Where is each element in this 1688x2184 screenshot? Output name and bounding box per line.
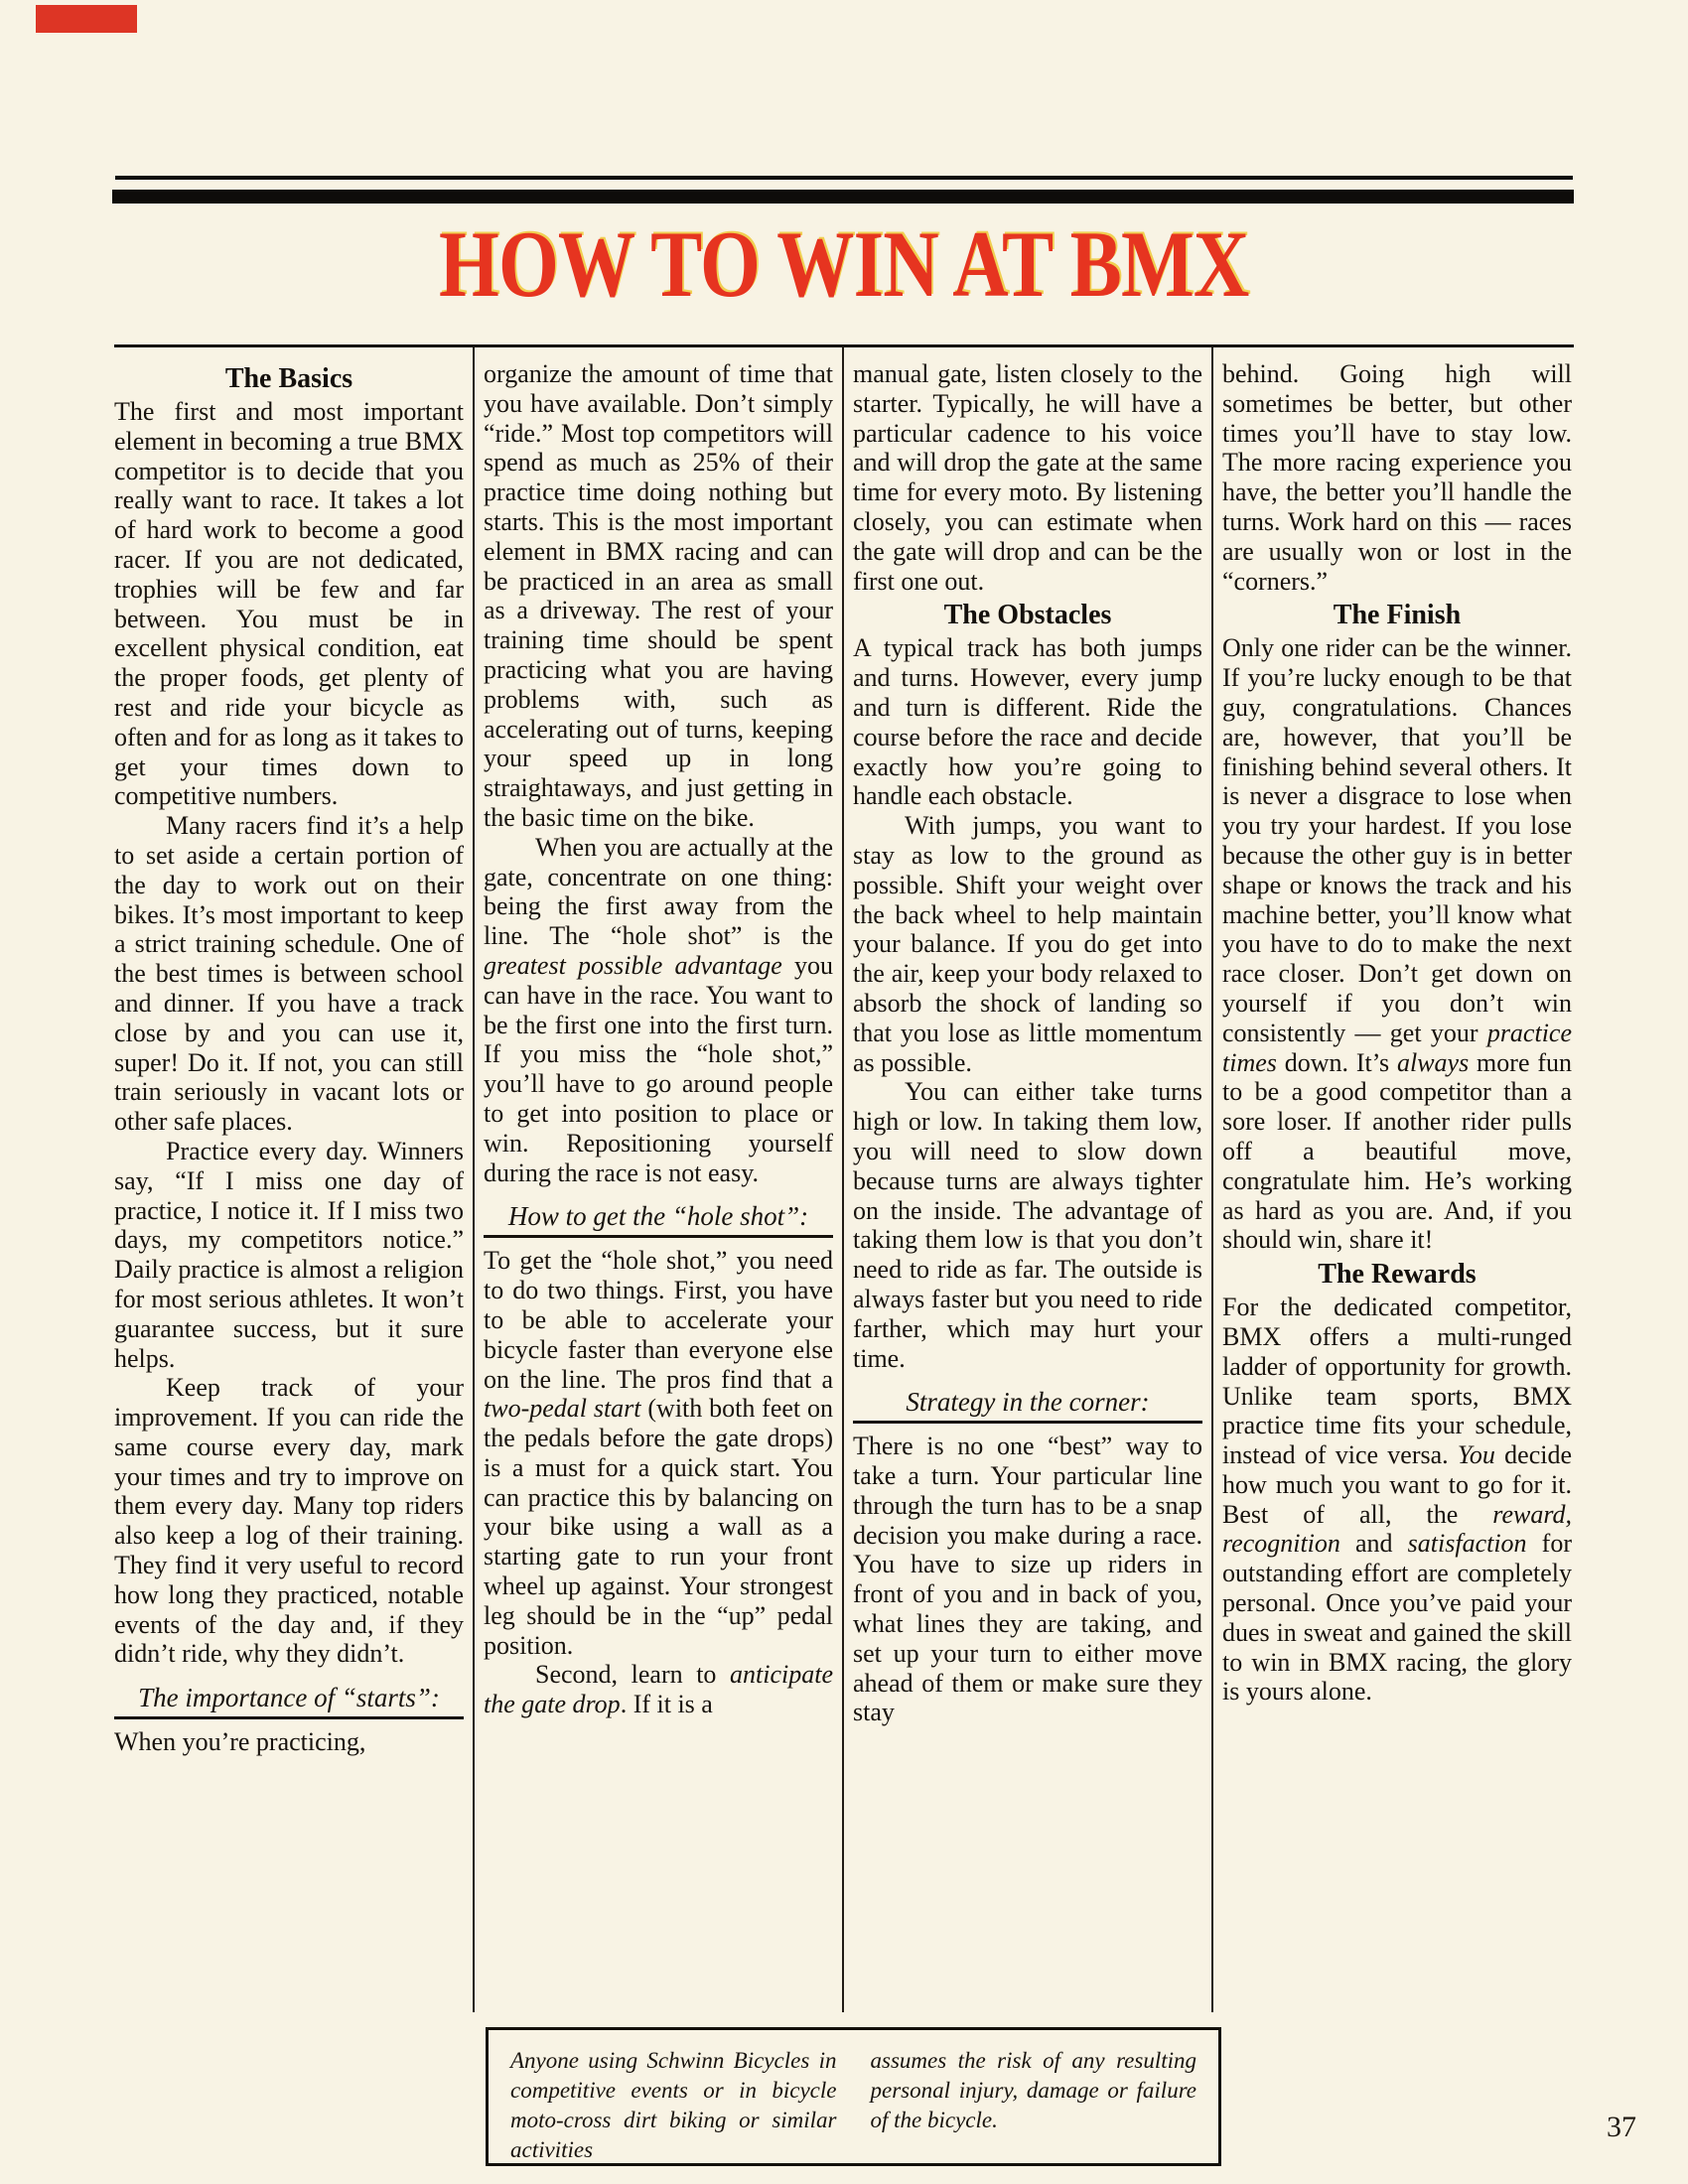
text-run: down. It’s — [1276, 1047, 1397, 1077]
text-run-italic: two-pedal start — [484, 1394, 641, 1424]
article-column-1 — [114, 347, 464, 2012]
paragraph — [1222, 1293, 1572, 1706]
subheading-strategy-in-corner: Strategy in the corner: — [853, 1385, 1202, 1424]
disclaimer-right-column: assumes the risk of any resulting personal injury, damage or failure of the bicycle. — [870, 2048, 1196, 2132]
paragraph: Practice every day. Winners say, “If I miss one day of practice, I notice it. If I miss two days, my competitors notice.” Daily practice is almost a religion for most serious athletes. It won’t guarantee success, but it sure helps. — [114, 1136, 464, 1373]
text-run-italic: reward, recognition — [1222, 1499, 1572, 1559]
text-run: For the dedicated competitor, BMX offers a multi-runged ladder of opportunity for growth. Unlike team sports, BMX practice time fits your schedule, instead of vice versa. — [1222, 1293, 1572, 1470]
section-heading-rewards: The Rewards — [1318, 1259, 1477, 1291]
text-run-italic: satisfaction — [1407, 1529, 1527, 1559]
top-rule-thin — [115, 176, 1573, 180]
paragraph: There is no one “best” way to take a turn. Your particular line through the turn has to be a snap decision you make during a race. You have to size up riders in front of you and in back of you, what lines they are taking, and set up your turn to either move ahead of them or make sure they stay — [853, 1432, 1202, 1727]
text-run: When you are actually at the gate, concentrate on one thing: being the first away from the line. The “hole shot” is the — [484, 832, 833, 951]
section-heading-finish: The Finish — [1333, 600, 1462, 631]
text-run: for outstanding effort are completely personal. Once you’ve paid your dues in sweat and gained the skill to win in BMX racing, the glory is yours alone. — [1222, 1529, 1572, 1706]
liability-disclaimer-box — [486, 2027, 1221, 2166]
text-run: Only one rider can be the winner. If you’re lucky enough to be that guy, congratulations. Chances are, however, that you’ll be finishing behind several others. It is never a disgrace to lose when you try your hardest. If you lose because the other guy is in better shape or knows the track and his machine better, you’ll know what you have to do to make the next race closer. Don’t get down on yourself if you don’t win consistently — get your — [1222, 633, 1572, 1047]
page-title: HOW TO WIN AT BMX — [439, 210, 1249, 317]
text-run: (with both feet on the pedals before the gate drops) is a must for a quick start. You can practice this by balancing on your bike using a wall as a starting gate to run your front wheel up against. Your strongest leg should be in the “up” pedal position. — [484, 1394, 833, 1660]
paragraph: Many racers find it’s a help to set aside a certain portion of the day to work out on their bikes. It’s most important to keep a strict training schedule. One of the best times is between school and dinner. If you have a track close by and you can use it, super! Do it. If not, you can still train seriously in vacant lots or other safe places. — [114, 811, 464, 1137]
text-run: and — [1339, 1529, 1408, 1559]
paragraph: organize the amount of time that you have available. Don’t simply “ride.” Most top competitors will spend as much as 25% of their practice time doing nothing but starts. This is the most important element in BMX racing and can be practiced in an area as small as a driveway. The rest of your training time should be spent practicing what you are having problems with, such as accelerating out of turns, keeping your speed up in long straightaways, and just getting in the basic time on the bike. — [484, 359, 833, 832]
article-column-4 — [1222, 347, 1572, 2012]
disclaimer-left-column: Anyone using Schwinn Bicycles in competitive events or in bicycle moto-cross dirt biking or similar activities — [510, 2048, 837, 2162]
page-number: 37 — [1607, 2111, 1636, 2143]
top-rule-thick — [112, 190, 1574, 204]
paragraph: Keep track of your improvement. If you can ride the same course every day, mark your times and try to improve on them every day. Many top riders also keep a log of their training. They find it very useful to record how long they practiced, notable events of the day and, if they didn’t ride, why they didn’t. — [114, 1373, 464, 1669]
paragraph: You can either take turns high or low. In taking them low, you will need to slow down because turns are always tighter on the inside. The advantage of taking them low is that you don’t need to ride as far. The outside is always faster but you need to ride farther, which may hurt your time. — [853, 1077, 1202, 1373]
paragraph: A typical track has both jumps and turns. However, every jump and turn is different. Ride the course before the race and decide exactly how you’re going to handle each obstacle. — [853, 633, 1202, 811]
paragraph: With jumps, you want to stay as low to the ground as possible. Shift your weight over the back wheel to help maintain your balance. If you do get into the air, keep your body relaxed to absorb the shock of landing so that you lose as little momentum as possible. — [853, 811, 1202, 1077]
article-body — [114, 344, 1574, 2012]
paragraph: The first and most important element in becoming a true BMX competitor is to decide that you really want to race. It takes a lot of hard work to become a good racer. If you are not dedicated, trophies will be few and far between. You must be in excellent physical condition, eat the proper foods, get plenty of rest and ride your bicycle as often and for as long as it takes to get your times down to competitive numbers. — [114, 397, 464, 811]
text-run: To get the “hole shot,” you need to do two things. First, you have to be able to accelerate your bicycle faster than everyone else on the line. The pros find that a — [484, 1246, 833, 1394]
text-run-italic: practice times — [1222, 1018, 1572, 1077]
corner-red-mark — [36, 5, 137, 33]
section-heading-obstacles: The Obstacles — [943, 600, 1112, 631]
text-run-italic: You — [1457, 1440, 1495, 1470]
section-heading-basics: The Basics — [224, 363, 353, 394]
text-run-italic: greatest possible advantage — [484, 950, 782, 980]
paragraph — [484, 833, 833, 1188]
text-run: decide how much you want to go for it. Best of all, the — [1222, 1440, 1572, 1529]
paragraph: behind. Going high will sometimes be better, but other times you’ll have to stay low. The more racing experience you have, the better you’ll handle the turns. Work hard on this — races are usually won or lost in the “corners.” — [1222, 359, 1572, 596]
paragraph — [484, 1660, 833, 1719]
article-column-3 — [853, 347, 1202, 2012]
text-run: you can have in the race. You want to be the first one into the first turn. If you miss the “hole shot,” you’ll have to go around people to get into position to place or win. Repositioning yourself during the race is not easy. — [484, 950, 833, 1187]
subheading-how-to-get-hole-shot: How to get the “hole shot”: — [484, 1199, 833, 1238]
subheading-importance-of-starts: The importance of “starts”: — [114, 1681, 464, 1719]
paragraph — [484, 1246, 833, 1660]
column-divider — [464, 347, 484, 2012]
paragraph — [1222, 633, 1572, 1255]
column-divider — [1202, 347, 1222, 2012]
column-divider — [833, 347, 853, 2012]
paragraph: manual gate, listen closely to the starter. Typically, he will have a particular cadence to his voice and will drop the gate at the same time for every moto. By listening closely, you can estimate when the gate will drop and can be the first one out. — [853, 359, 1202, 596]
paragraph: When you’re practicing, — [114, 1727, 366, 1757]
text-run: more fun to be a good competitor than a sore loser. If another rider pulls off a beautiful move, congratulate him. He’s working as hard as you are. And, if you should win, share it! — [1222, 1047, 1572, 1255]
text-run: . If it is a — [620, 1690, 713, 1719]
text-run-italic: anticipate the gate drop — [484, 1660, 833, 1719]
text-run-italic: always — [1396, 1047, 1470, 1077]
masthead — [0, 210, 1688, 317]
text-run: Second, learn to — [535, 1660, 731, 1690]
article-column-2 — [484, 347, 833, 2012]
